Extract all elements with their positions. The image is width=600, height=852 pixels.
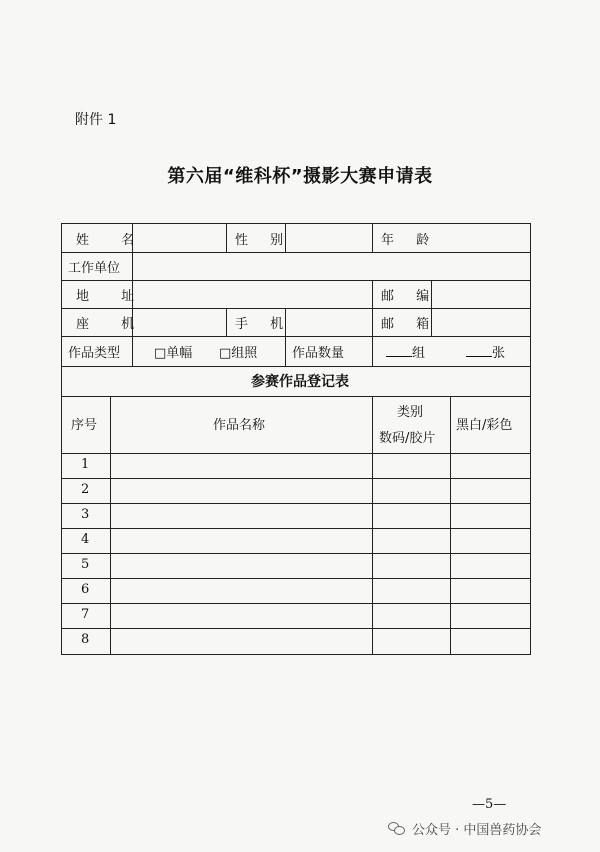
row-divider [61, 453, 531, 454]
row-divider [61, 366, 531, 367]
attachment-label: 附件 1 [75, 112, 117, 128]
unit-group: 组 [412, 346, 426, 361]
col-name-header: 作品名称 [213, 418, 266, 433]
page-title: 第六届“维科杯”摄影大赛申请表 [167, 166, 433, 187]
col-category-subheader: 数码/胶片 [379, 431, 436, 446]
landline-label: 座 机 [76, 317, 149, 332]
row-divider [61, 503, 531, 504]
sheet-count-field[interactable] [466, 342, 505, 361]
col-divider [450, 396, 451, 655]
page-number: —5— [472, 797, 507, 812]
col-divider [226, 223, 227, 252]
wechat-icon [388, 822, 406, 836]
row-index: 1 [81, 457, 90, 472]
col-divider [372, 396, 373, 655]
watermark-text: 公众号 · 中国兽药协会 [412, 823, 542, 838]
row-index: 4 [81, 532, 90, 547]
name-label: 姓 名 [76, 233, 149, 248]
postcode-label: 邮 编 [381, 289, 439, 304]
sheet-count-blank[interactable] [466, 345, 492, 357]
col-category-header: 类别 [397, 405, 424, 420]
row-divider [61, 628, 531, 629]
row-divider [61, 578, 531, 579]
col-divider [372, 223, 373, 252]
mobile-label: 手 机 [235, 317, 293, 332]
row-divider [61, 478, 531, 479]
row-divider [61, 553, 531, 554]
row-index: 2 [81, 482, 90, 497]
col-index-header: 序号 [71, 418, 98, 433]
row-index: 6 [81, 582, 90, 597]
option-group-checkbox[interactable]: □组照 [219, 346, 258, 361]
group-count-blank[interactable] [386, 345, 412, 357]
work-count-label: 作品数量 [292, 346, 345, 361]
col-color-header: 黑白/彩色 [456, 418, 513, 433]
option-single-checkbox[interactable]: □单幅 [154, 346, 193, 361]
col-divider [285, 336, 286, 366]
workplace-label: 工作单位 [68, 261, 121, 276]
row-divider [61, 528, 531, 529]
row-index: 5 [81, 557, 90, 572]
row-index: 8 [81, 632, 90, 647]
group-count-field[interactable] [386, 342, 425, 361]
email-label: 邮 箱 [381, 317, 439, 332]
row-divider [61, 603, 531, 604]
col-divider [226, 308, 227, 336]
work-type-label: 作品类型 [68, 346, 121, 361]
col-divider [110, 396, 111, 655]
registration-title: 参赛作品登记表 [251, 374, 349, 390]
address-label: 地 址 [76, 289, 149, 304]
row-index: 3 [81, 507, 90, 522]
col-divider [372, 336, 373, 366]
row-index: 7 [81, 607, 90, 622]
watermark [388, 819, 541, 838]
unit-sheet: 张 [492, 346, 506, 361]
row-divider [61, 396, 531, 397]
col-divider [372, 280, 373, 336]
age-label: 年 龄 [381, 233, 439, 248]
gender-label: 性 别 [235, 233, 293, 248]
